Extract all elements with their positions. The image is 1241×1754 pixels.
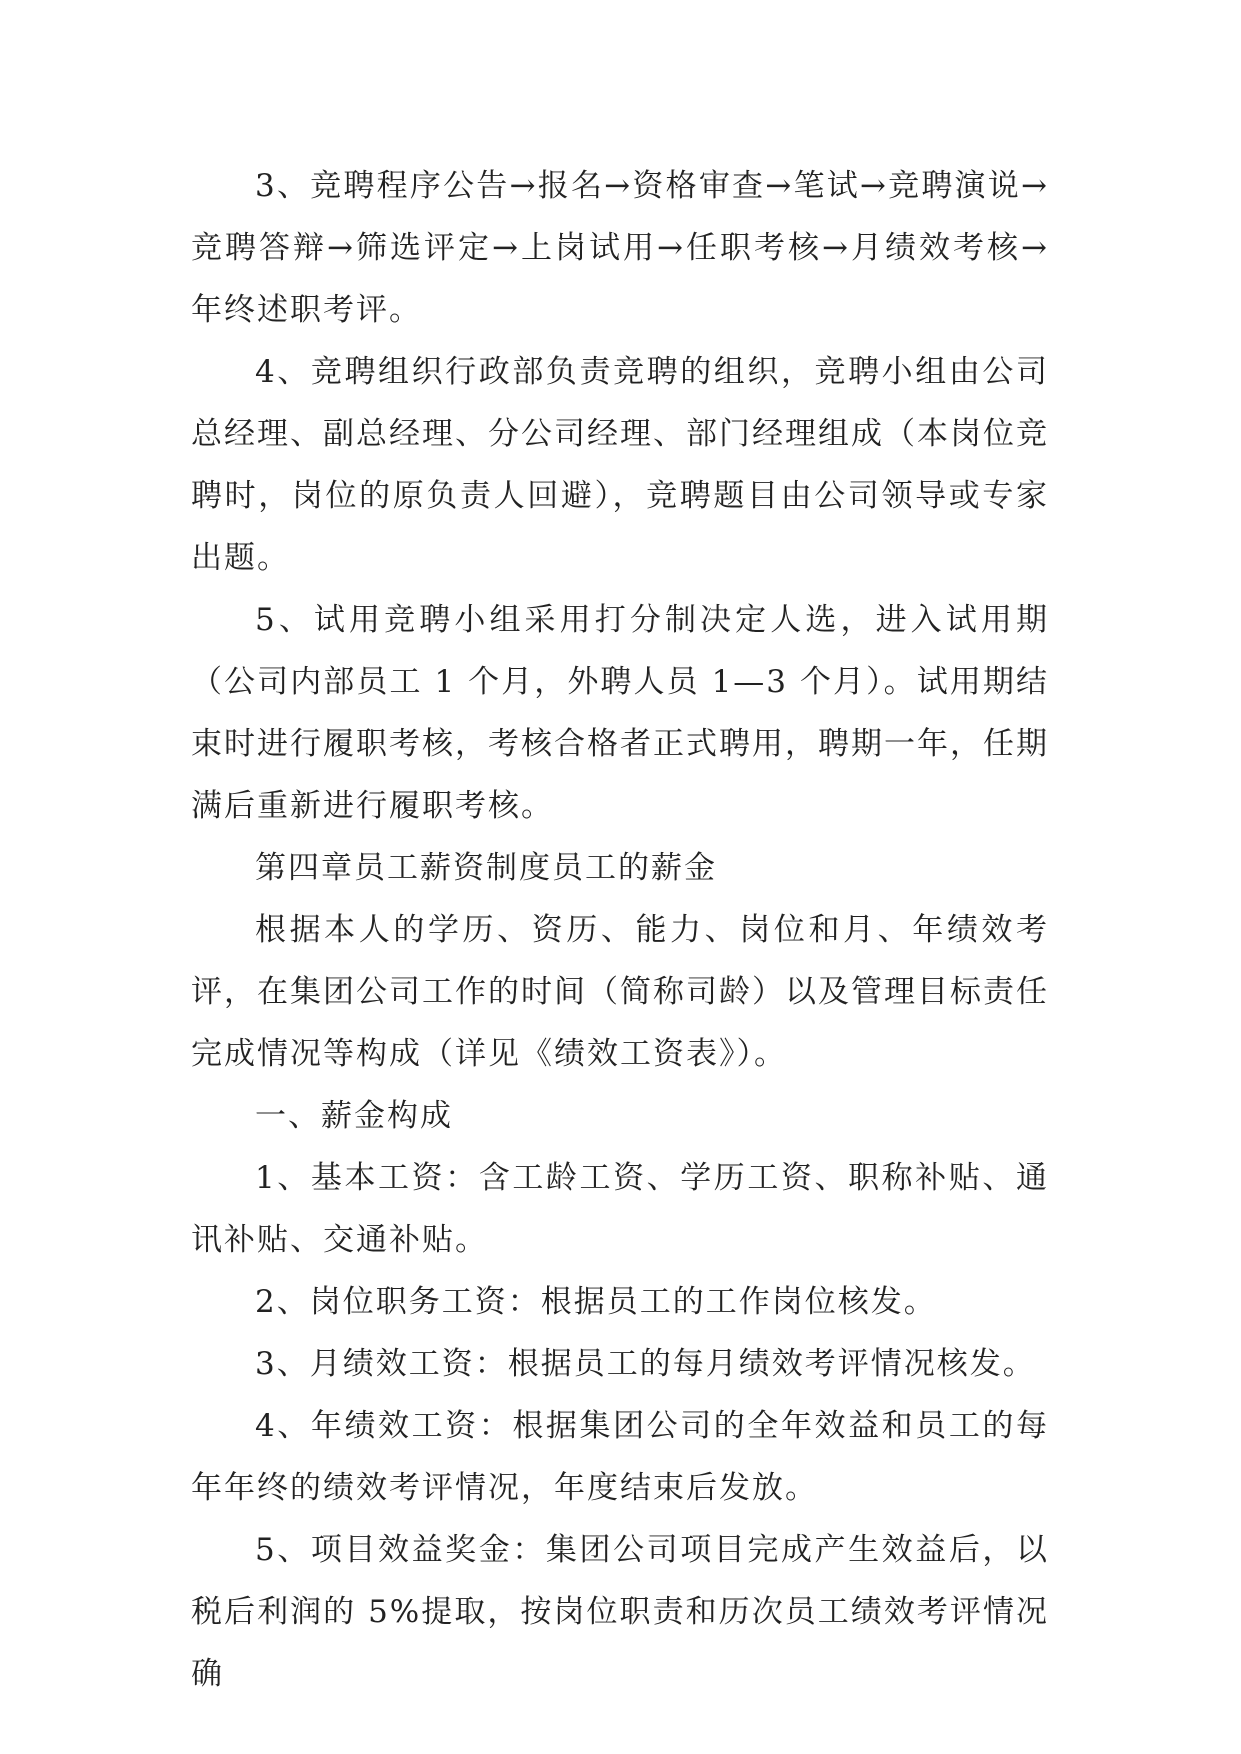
chapter-heading: 第四章员工薪资制度员工的薪金 <box>255 850 717 886</box>
paragraph-monthly-performance: 3、月绩效工资：根据员工的每月绩效考评情况核发。 <box>255 1346 1036 1382</box>
paragraph-recruitment-organization: 4、竞聘组织行政部负责竞聘的组织，竞聘小组由公司总经理、副总经理、分公司经理、部门经理组成（本岗位竞聘时，岗位的原负责人回避），竞聘题目由公司领导或专家出题。 <box>191 354 1049 576</box>
paragraph-position-salary: 2、岗位职务工资：根据员工的工作岗位核发。 <box>255 1284 937 1320</box>
paragraph-recruitment-procedure: 3、竞聘程序公告→报名→资格审查→笔试→竞聘演说→竞聘答辩→筛选评定→上岗试用→任职考核→月绩效考核→年终述职考评。 <box>191 168 1049 328</box>
section-heading-salary-composition: 一、薪金构成 <box>255 1098 453 1134</box>
paragraph-project-bonus: 5、项目效益奖金：集团公司项目完成产生效益后，以税后利润的 5%提取，按岗位职责和历次员工绩效考评情况确 <box>191 1532 1049 1692</box>
paragraph-salary-basis: 根据本人的学历、资历、能力、岗位和月、年绩效考评，在集团公司工作的时间（简称司龄）以及管理目标责任完成情况等构成（详见《绩效工资表》）。 <box>191 912 1049 1072</box>
paragraph-annual-performance: 4、年绩效工资：根据集团公司的全年效益和员工的每年年终的绩效考评情况，年度结束后发放。 <box>191 1408 1049 1506</box>
paragraph-probation: 5、试用竞聘小组采用打分制决定人选，进入试用期（公司内部员工 1 个月，外聘人员 1—3 个月）。试用期结束时进行履职考核，考核合格者正式聘用，聘期一年，任期满后重新进行履职考核。 <box>191 602 1049 824</box>
paragraph-basic-salary: 1、基本工资：含工龄工资、学历工资、职称补贴、通讯补贴、交通补贴。 <box>191 1160 1049 1258</box>
document-body <box>191 155 1049 1705</box>
